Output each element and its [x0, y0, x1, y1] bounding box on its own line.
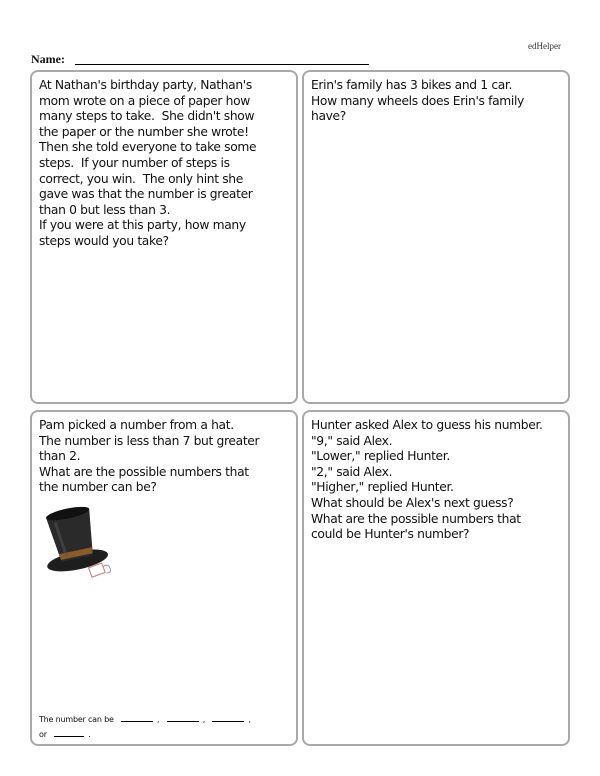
name-line[interactable] [75, 64, 369, 65]
problem-box-1 [30, 70, 298, 404]
answer-blank-4[interactable] [54, 728, 84, 737]
answer-blank-3[interactable] [212, 713, 244, 722]
answer-prefix: The number can be [39, 715, 114, 724]
problem-4-text: Hunter asked Alex to guess his number. "9," said Alex. "Lower," replied Hunter. "2," said Alex. "Higher," replied Hunter. What should be Alex's next guess? What are the possible numbers that could be Hunter's number? [311, 418, 543, 542]
answer-line: The number can be , , , or . [39, 715, 251, 739]
problem-box-3 [30, 410, 298, 746]
answer-blank-2[interactable] [167, 713, 199, 722]
brand-label: edHelper [528, 41, 561, 51]
name-label: Name: [31, 52, 65, 66]
top-hat-icon [40, 498, 116, 588]
problem-box-4 [302, 410, 570, 746]
answer-blank-1[interactable] [121, 713, 153, 722]
answer-or-label: or [39, 730, 47, 739]
problem-2-text: Erin's family has 3 bikes and 1 car. How many wheels does Erin's family have? [311, 78, 524, 124]
problem-1-text: At Nathan's birthday party, Nathan's mom wrote on a piece of paper how many steps to take. She didn't show the paper or the number she wrote! Then she told everyone to take some steps. If your number of steps is correct, you win. The only hint she gave was that the number is greater than 0 but less than 3. If you were at this party, how many steps would you take? [39, 78, 257, 248]
problem-3-text: Pam picked a number from a hat. The number is less than 7 but greater than 2. What are the possible numbers that the number can be? [39, 418, 260, 495]
problem-box-2 [302, 70, 570, 404]
